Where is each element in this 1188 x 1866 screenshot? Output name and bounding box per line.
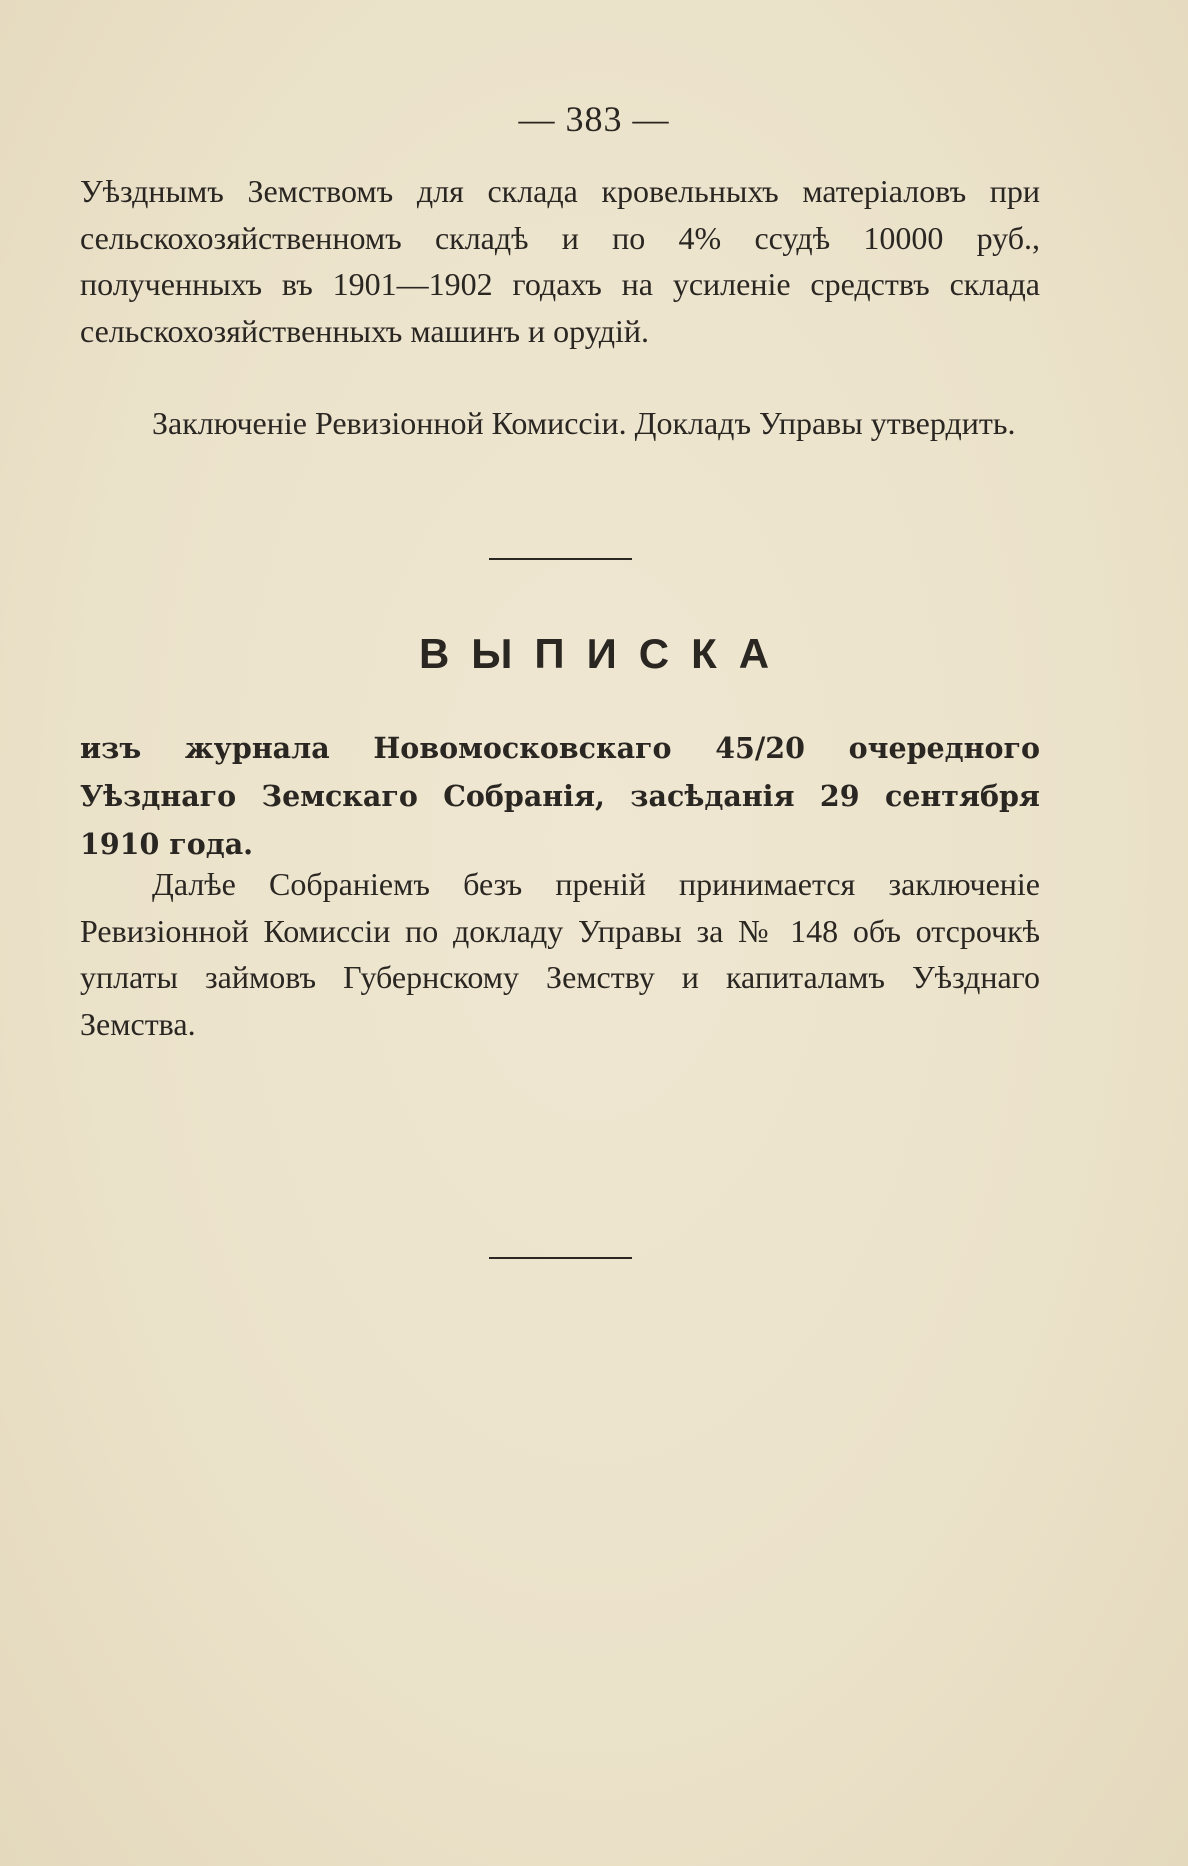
continuation-paragraph [80, 168, 1040, 354]
section-divider-top [489, 558, 632, 560]
section-divider-bottom [489, 1257, 632, 1259]
page-number: — 383 — [518, 99, 670, 139]
conclusion-text: Заключеніе Ревизіонной Комиссіи. Докладъ Управы утвердить. [152, 405, 1016, 441]
extract-title: ВЫПИСКА [418, 630, 792, 677]
conclusion-paragraph [80, 400, 1040, 447]
extract-body-paragraph [80, 861, 1040, 1047]
continuation-text: Уѣзднымъ Земствомъ для склада кровельныхъ матеріаловъ при сельскохозяйственномъ складѣ и по 4% ссудѣ 10000 руб., полученныхъ въ 1901—1902 годахъ на усиленіе средствъ склада сельскохозяйственныхъ машинъ и орудій. [80, 173, 1040, 349]
extract-body-text: Далѣе Собраніемъ безъ преній принимается заключеніе Ревизіонной Комиссіи по докладу Управы за № 148 объ отсрочкѣ уплаты займовъ Губернскому Земству и капиталамъ Уѣзднаго Земства. [80, 866, 1040, 1042]
extract-subtitle: изъ журнала Новомосковскаго 45/20 очередного Уѣзднаго Земскаго Собранія, засѣданія 29 сентября 1910 года. [80, 731, 1040, 861]
